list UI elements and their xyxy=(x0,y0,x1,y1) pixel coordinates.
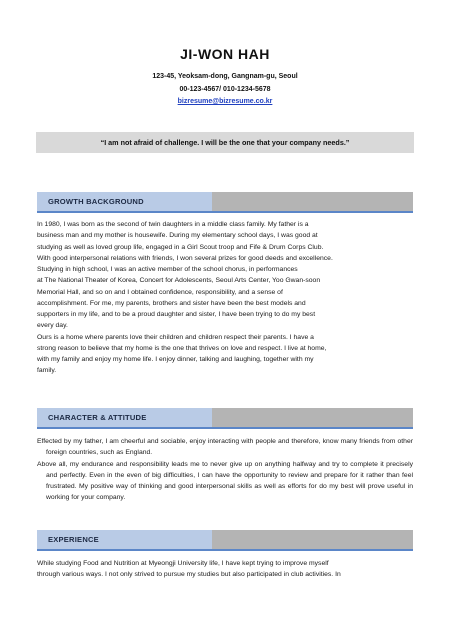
text-line: every day. xyxy=(37,322,68,330)
text-paragraph: Above all, my endurance and responsibility leads me to never give up on anything halfway and try to complete it precisely and perfectly. Even in the even of big difficulties, I can have the opportunity to review and prepare for it rather than feel frustrated. My positive way of thinking and good interpersonal skills as well as efforts for do my best will prove useful in working for your company. xyxy=(37,460,413,502)
growth-text xyxy=(37,219,413,377)
text-line: In 1980, I was born as the second of twin daughters in a middle class family. My father is a xyxy=(37,221,309,228)
text-line: accomplishment. For me, my parents, brothers and sister have been the best models and xyxy=(37,299,306,307)
text-line: with my family and enjoy my home life. I enjoy dinner, talking and laughing, together with my xyxy=(37,356,314,363)
section-header-growth xyxy=(37,192,413,211)
text-line: studying as well as loved group life, engaged in a Girl Scout troop and Fife & Drum Corps Club. xyxy=(37,243,324,251)
section-header-character xyxy=(37,408,413,427)
text-paragraph: Effected by my father, I am cheerful and sociable, enjoy interacting with people and therefore, know many friends from other foreign countries, such as England. xyxy=(37,438,413,457)
section-underline xyxy=(37,427,413,429)
section-underline xyxy=(37,211,413,213)
text-line: Studying in high school, I was an active member of the school chorus, in performances xyxy=(37,266,298,273)
applicant-name: JI-WON HAH xyxy=(180,46,270,62)
address: 123-45, Yeoksam-dong, Gangnam-gu, Seoul xyxy=(152,73,298,80)
phone-numbers: 00-123-4567/ 010-1234-5678 xyxy=(179,86,271,93)
section-title: GROWTH BACKGROUND xyxy=(48,197,144,206)
section-header-grey-block xyxy=(212,192,413,211)
text-line: at The National Theater of Korea, Concert for Adolescents, Seoul Arts Center, Yoo Gwan-soon xyxy=(37,277,321,285)
experience-text xyxy=(37,558,413,581)
text-line: Ours is a home where parents love their children and children respect their parents. I have a xyxy=(37,333,314,341)
text-line: Memorial Hall, and so on and I obtained confidence, responsibility, and a sense of xyxy=(37,288,283,296)
text-line: strong reason to believe that my home is the one that thrives on love and respect. I live at home, xyxy=(37,344,327,352)
email-link[interactable]: bizresume@bizresume.co.kr xyxy=(177,98,273,105)
section-underline xyxy=(37,549,413,551)
text-line: While studying Food and Nutrition at Myeongji University life, I have kept trying to improve myself xyxy=(37,560,329,567)
character-text xyxy=(37,436,413,504)
motto-quote: “I am not afraid of challenge. I will be the one that your company needs.” xyxy=(36,132,414,153)
section-header-grey-block xyxy=(212,408,413,427)
text-line: With good interpersonal relations with friends, I won several prizes for good deeds and excellence. xyxy=(37,254,333,262)
section-header-experience xyxy=(37,530,413,549)
text-line: through various ways. I not only strived to pursue my studies but also participated in club activities. In xyxy=(37,571,341,579)
section-title: CHARACTER & ATTITUDE xyxy=(48,413,147,422)
text-line: family. xyxy=(37,367,57,375)
text-line: business man and my mother is housewife. During my elementary school days, I was good at xyxy=(37,232,318,240)
section-header-grey-block xyxy=(212,530,413,549)
text-line: supporters in my life, and to be a proud daughter and sister, I have been trying to do my best xyxy=(37,311,316,318)
section-title: EXPERIENCE xyxy=(48,535,99,544)
